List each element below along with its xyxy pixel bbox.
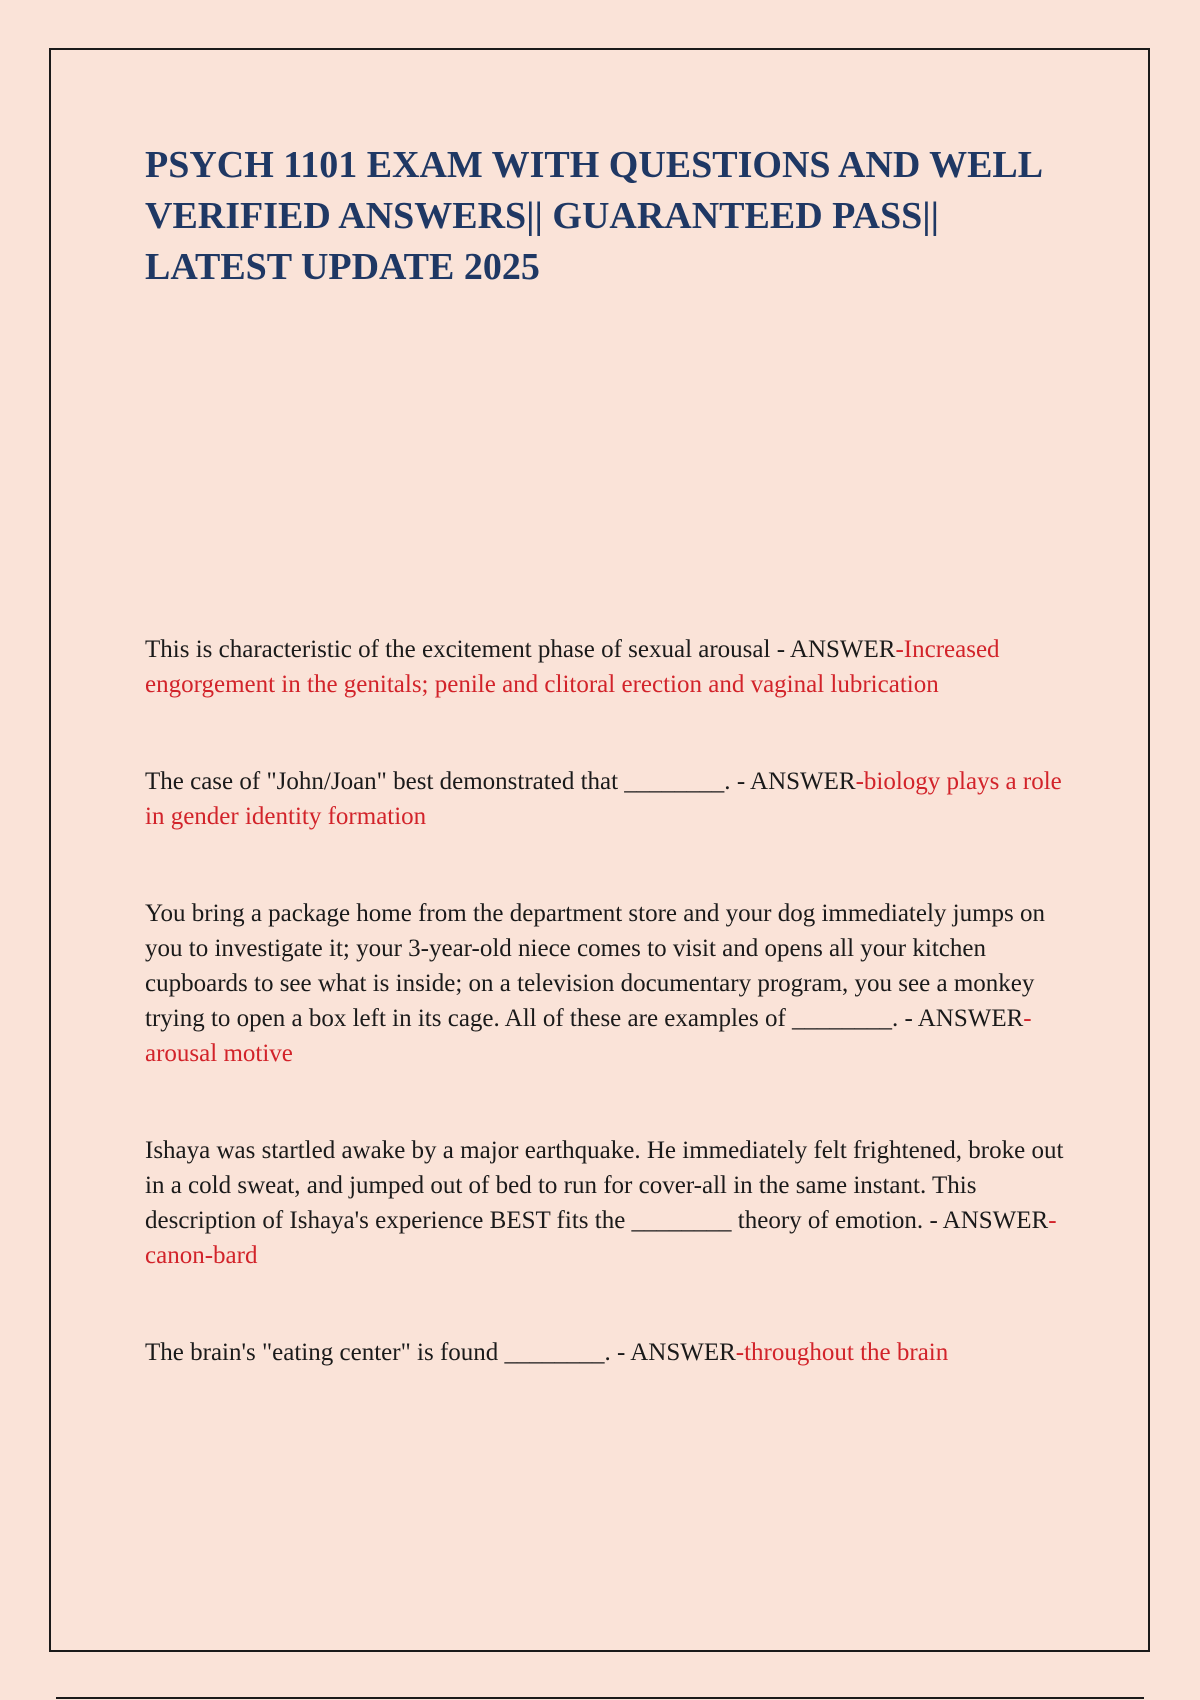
answer-marker: - ANSWER: [898, 1005, 1024, 1032]
answer-marker: - ANSWER: [610, 1339, 736, 1366]
answer-marker: - ANSWER: [923, 1207, 1049, 1234]
question-text: This is characteristic of the excitement phase of sexual arousal: [145, 636, 771, 663]
answer-text: -arousal motive: [145, 1005, 1032, 1067]
question-item-3: [145, 896, 1065, 1071]
answer-text: -canon-bard: [145, 1207, 1057, 1269]
question-item-1: [145, 632, 1065, 702]
question-item-5: [145, 1335, 1065, 1370]
answer-marker: - ANSWER: [730, 768, 856, 795]
footer-rule: [56, 1697, 1144, 1699]
question-text: Ishaya was startled awake by a major earthquake. He immediately felt frightened, broke out in a cold sweat, and jumped out of bed to run for cover-all in the same instant. This description of Ishaya's experience BEST fits the ________ theory of emotion.: [145, 1137, 1064, 1234]
question-text: You bring a package home from the department store and your dog immediately jumps on you to investigate it; your 3-year-old niece comes to visit and opens all your kitchen cupboards to see what is inside; on a television documentary program, you see a monkey trying to open a box left in its cage. All of these are examples of ________.: [145, 900, 1046, 1032]
document-title: PSYCH 1101 EXAM WITH QUESTIONS AND WELL VERIFIED ANSWERS|| GUARANTEED PASS|| LATEST UPDATE 2025: [145, 144, 1042, 288]
answer-marker: - ANSWER: [770, 636, 896, 663]
answer-text: -Increased engorgement in the genitals; penile and clitoral erection and vaginal lubrication: [145, 636, 1000, 698]
question-list: [145, 632, 1065, 1432]
question-text: The case of "John/Joan" best demonstrated that ________.: [145, 768, 731, 795]
question-item-2: [145, 764, 1065, 834]
answer-text: -throughout the brain: [735, 1339, 949, 1366]
question-text: The brain's "eating center" is found ________.: [145, 1339, 611, 1366]
question-item-4: [145, 1133, 1065, 1273]
answer-text: -biology plays a role in gender identity formation: [145, 768, 1062, 830]
